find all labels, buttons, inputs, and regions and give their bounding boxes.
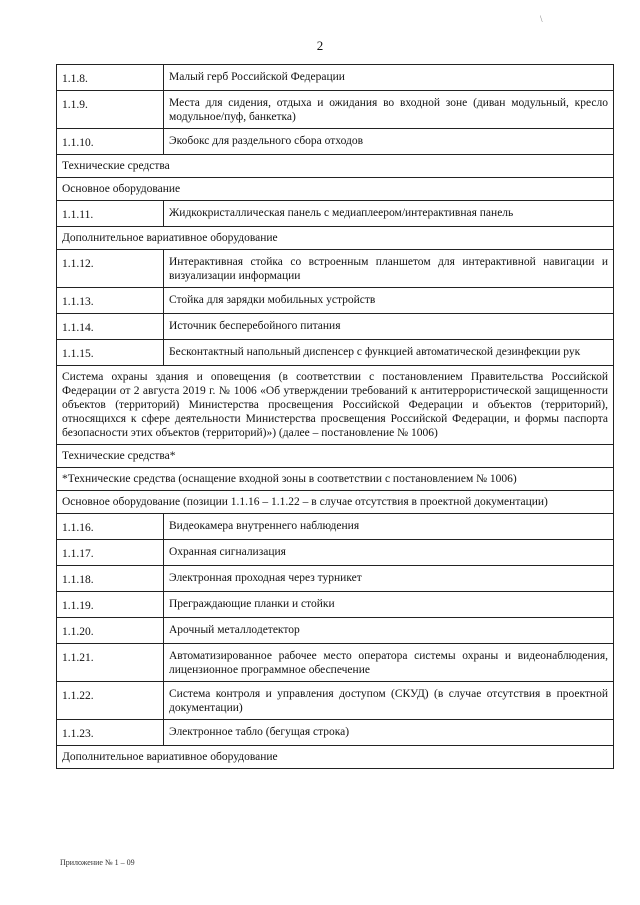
item-description: Автоматизированное рабочее место оператора системы охраны и видеонаблюдения, лицензионное программное обеспечение [164, 644, 614, 682]
item-number: 1.1.16. [57, 514, 164, 540]
table-row [57, 250, 614, 288]
item-description: Жидкокристаллическая панель с медиаплеером/интерактивная панель [164, 201, 614, 227]
section-row [57, 155, 614, 178]
table-row [57, 720, 614, 746]
section-heading: Основное оборудование [57, 178, 614, 201]
item-description: Охранная сигнализация [164, 540, 614, 566]
table-row [57, 65, 614, 91]
section-row [57, 746, 614, 769]
section-heading: Дополнительное вариативное оборудование [57, 227, 614, 250]
item-number: 1.1.17. [57, 540, 164, 566]
item-description: Электронное табло (бегущая строка) [164, 720, 614, 746]
section-row [57, 227, 614, 250]
item-description: Видеокамера внутреннего наблюдения [164, 514, 614, 540]
table-row [57, 514, 614, 540]
section-row [57, 366, 614, 445]
item-number: 1.1.13. [57, 288, 164, 314]
item-number: 1.1.11. [57, 201, 164, 227]
item-description: Бесконтактный напольный диспенсер с функцией автоматической дезинфекции рук [164, 340, 614, 366]
item-description: Система контроля и управления доступом (СКУД) (в случае отсутствия в проектной документации) [164, 682, 614, 720]
section-heading: Технические средства* [57, 445, 614, 468]
table-row [57, 129, 614, 155]
section-row [57, 178, 614, 201]
item-description: Места для сидения, отдыха и ожидания во входной зоне (диван модульный, кресло модульное/пуф, банкетка) [164, 91, 614, 129]
item-description: Арочный металлодетектор [164, 618, 614, 644]
footer-appendix-label: Приложение № 1 – 09 [60, 858, 135, 867]
equipment-table-body [57, 65, 614, 769]
item-number: 1.1.8. [57, 65, 164, 91]
item-number: 1.1.23. [57, 720, 164, 746]
item-number: 1.1.18. [57, 566, 164, 592]
item-description: Интерактивная стойка со встроенным планшетом для интерактивной навигации и визуализации информации [164, 250, 614, 288]
item-number: 1.1.19. [57, 592, 164, 618]
table-row [57, 682, 614, 720]
table-row [57, 592, 614, 618]
table-row [57, 314, 614, 340]
item-number: 1.1.22. [57, 682, 164, 720]
item-description: Экобокс для раздельного сбора отходов [164, 129, 614, 155]
item-description: Малый герб Российской Федерации [164, 65, 614, 91]
item-number: 1.1.15. [57, 340, 164, 366]
section-heading: Основное оборудование (позиции 1.1.16 – 1.1.22 – в случае отсутствия в проектной документации) [57, 491, 614, 514]
section-heading: Система охраны здания и оповещения (в соответствии с постановлением Правительства Российской Федерации от 2 августа 2019 г. № 1006 «Об утверждении требований к антитеррористической защищенности объектов (территорий) Министерства просвещения Российской Федерации и объектов (территорий), относящихся к сфере деятельности Министерства просвещения Российской Федерации, и формы паспорта безопасности этих объектов (территорий)») (далее – постановление № 1006) [57, 366, 614, 445]
section-heading: Дополнительное вариативное оборудование [57, 746, 614, 769]
table-row [57, 91, 614, 129]
equipment-table [56, 64, 614, 769]
table-row [57, 340, 614, 366]
item-number: 1.1.10. [57, 129, 164, 155]
section-row [57, 491, 614, 514]
section-heading: *Технические средства (оснащение входной зоны в соответствии с постановлением № 1006) [57, 468, 614, 491]
section-row [57, 468, 614, 491]
item-description: Электронная проходная через турникет [164, 566, 614, 592]
table-row [57, 618, 614, 644]
table-row [57, 288, 614, 314]
item-number: 1.1.14. [57, 314, 164, 340]
table-row [57, 566, 614, 592]
table-row [57, 201, 614, 227]
item-number: 1.1.9. [57, 91, 164, 129]
item-number: 1.1.20. [57, 618, 164, 644]
table-row [57, 540, 614, 566]
section-heading: Технические средства [57, 155, 614, 178]
item-description: Преграждающие планки и стойки [164, 592, 614, 618]
item-description: Источник бесперебойного питания [164, 314, 614, 340]
item-number: 1.1.12. [57, 250, 164, 288]
section-row [57, 445, 614, 468]
item-number: 1.1.21. [57, 644, 164, 682]
table-row [57, 644, 614, 682]
corner-mark: \ [540, 14, 543, 24]
item-description: Стойка для зарядки мобильных устройств [164, 288, 614, 314]
page-number: 2 [316, 38, 324, 53]
